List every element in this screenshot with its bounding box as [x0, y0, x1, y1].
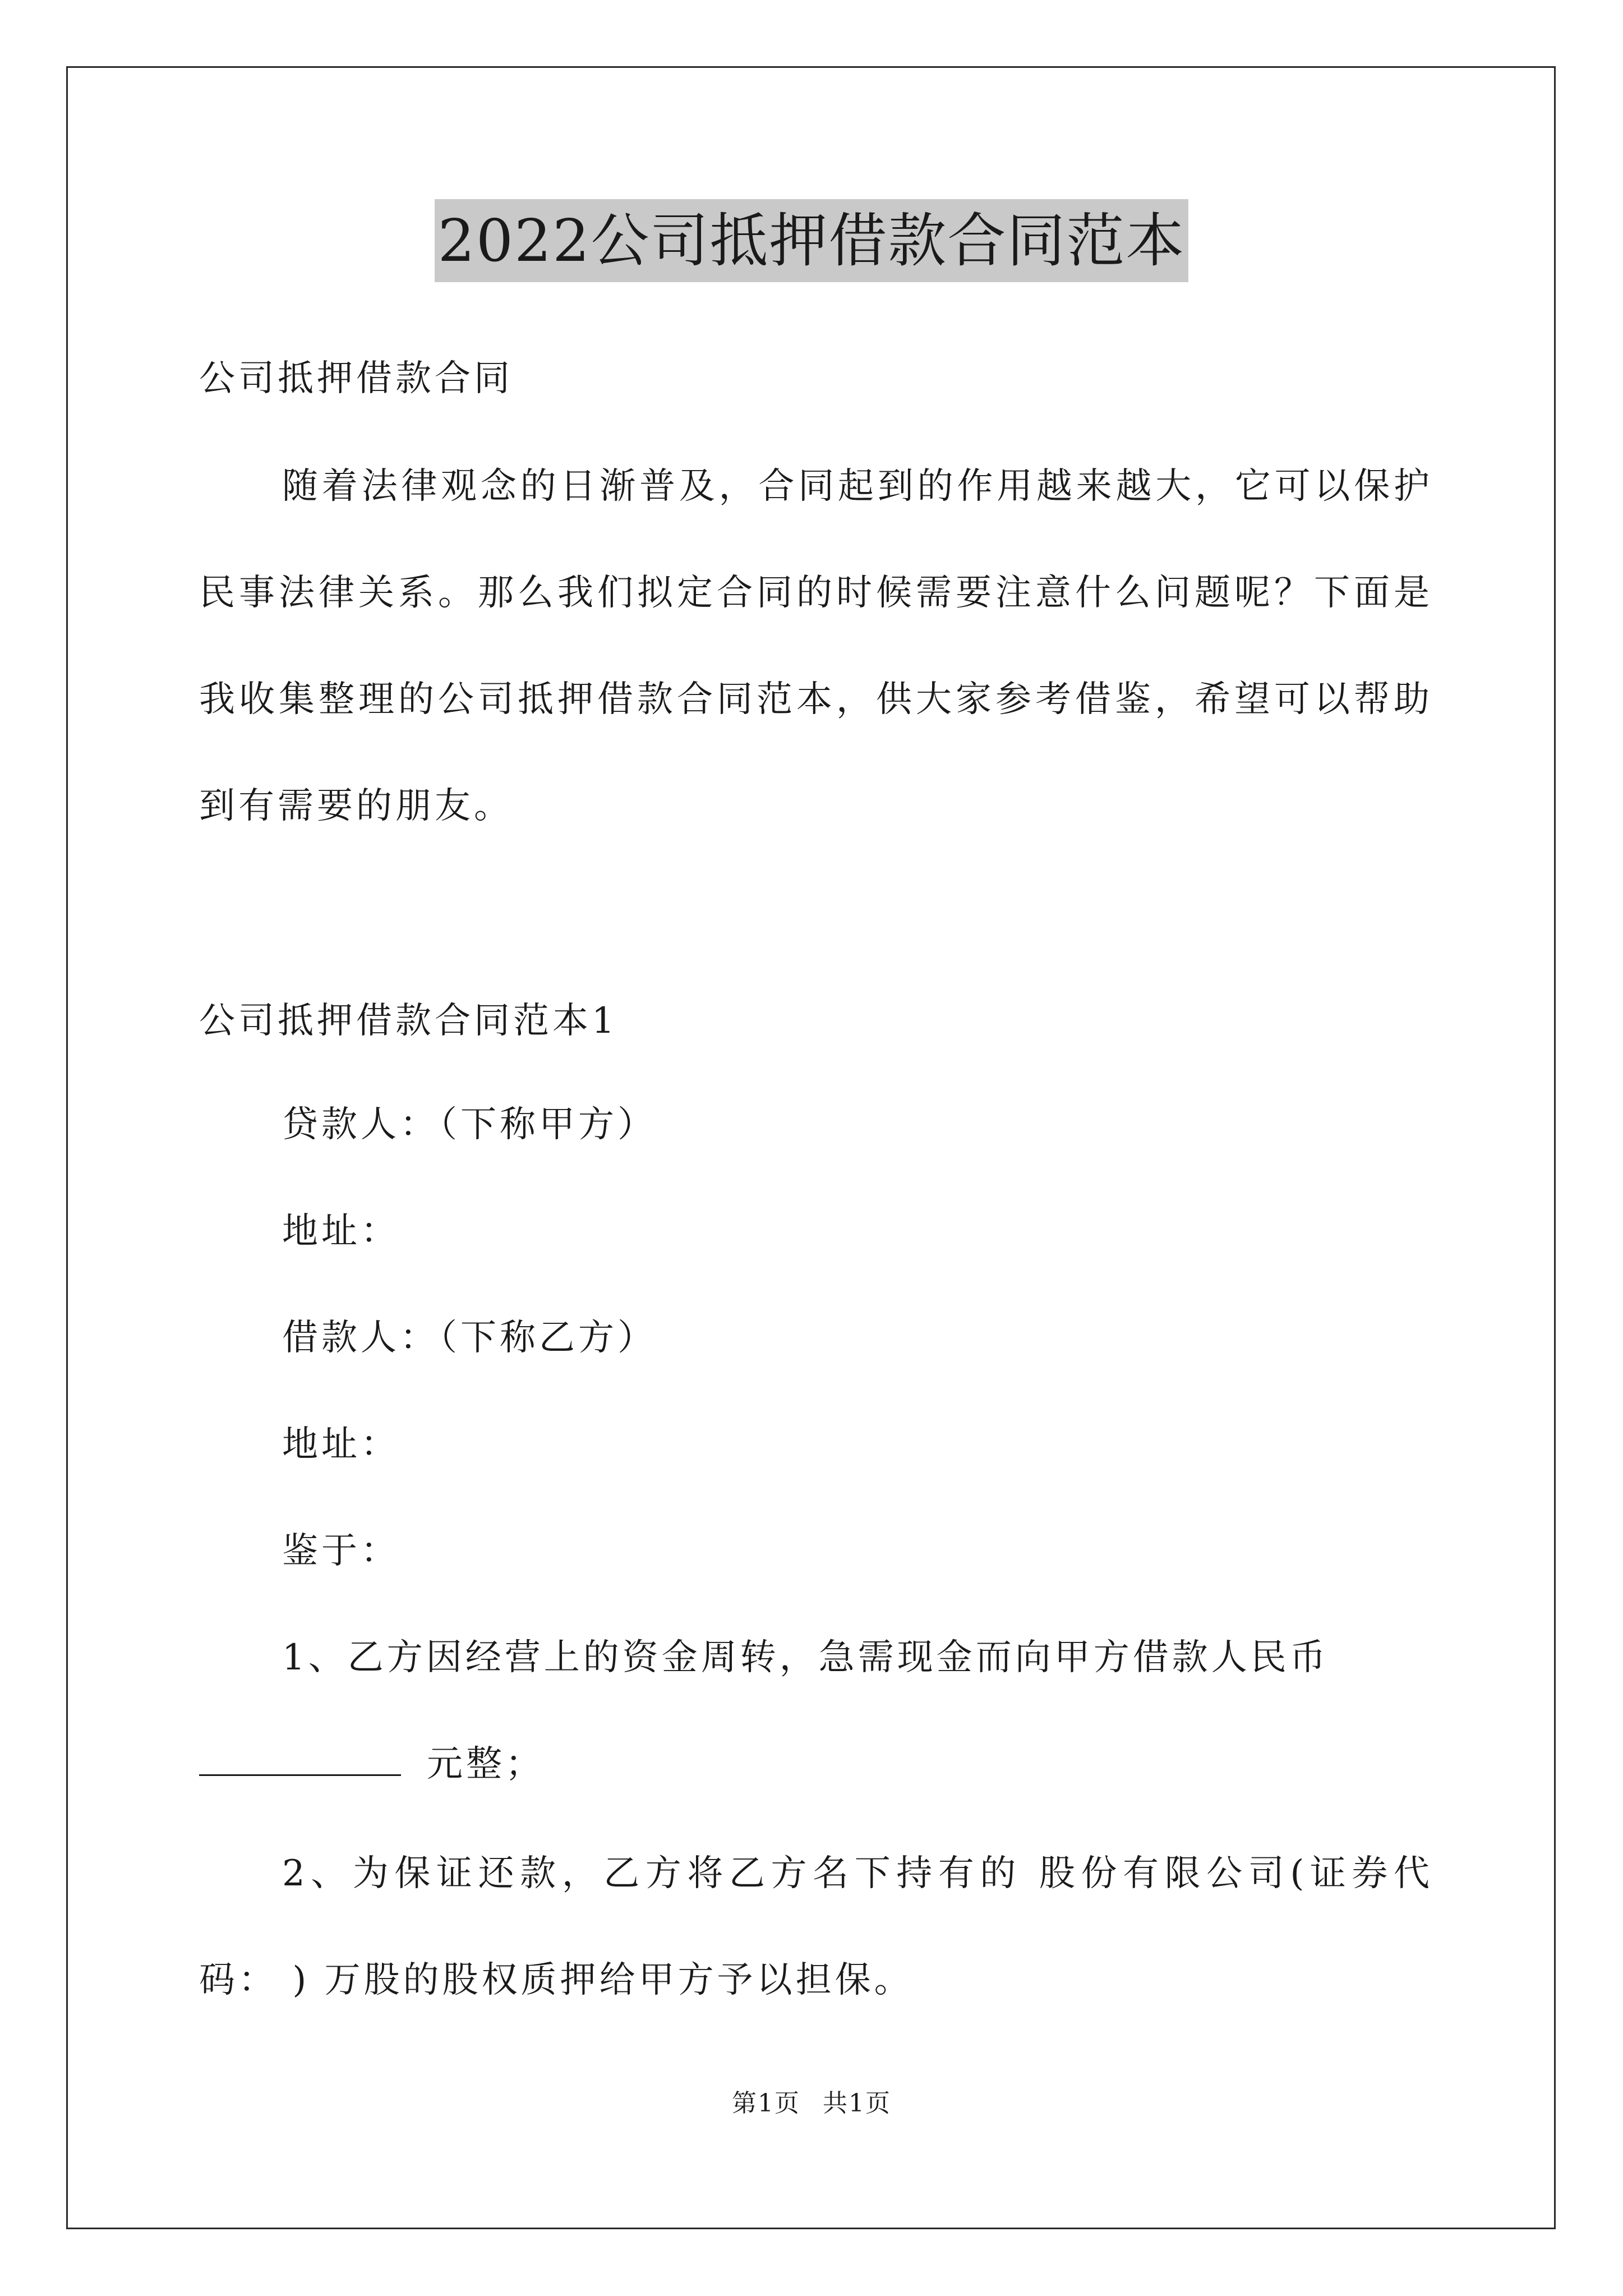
whereas-line: 鉴于：: [282, 1530, 400, 1572]
clause2-paragraph: 2、为保证还款，乙方将乙方名下持有的 股份有限公司(证券代码： ) 万股的股权质押给甲方予以担保。: [199, 1853, 1433, 2001]
borrower-address-line: 地址：: [282, 1424, 400, 1465]
document-subtitle: 公司抵押借款合同: [199, 358, 513, 399]
document-title: 2022公司抵押借款合同范本: [435, 199, 1189, 282]
borrower-line: 借款人：（下称乙方）: [282, 1317, 657, 1359]
page-total: 共1页: [823, 2089, 891, 2118]
clause1-line1: 1、乙方因经营上的资金周转，急需现金而向甲方借款人民币: [282, 1637, 1329, 1678]
title-container: [0, 199, 1623, 282]
intro-paragraph: 随着法律观念的日渐普及，合同起到的作用越来越大，它可以保护民事法律关系。那么我们拟定合同的时候需要注意什么问题呢？下面是我收集整理的公司抵押借款合同范本，供大家参考借鉴，希望可以帮助到有需要的朋友。: [199, 466, 1433, 827]
section-heading: 公司抵押借款合同范本1: [199, 1000, 618, 1042]
clause1-amount-suffix: 元整；: [427, 1743, 545, 1785]
page-number: 第1页: [732, 2089, 800, 2118]
page-footer: [0, 2087, 1623, 2120]
lender-address-line: 地址：: [282, 1211, 400, 1252]
amount-blank-field: [199, 1740, 401, 1776]
lender-line: 贷款人：（下称甲方）: [282, 1104, 657, 1145]
clause1-line2: [199, 1739, 545, 1789]
